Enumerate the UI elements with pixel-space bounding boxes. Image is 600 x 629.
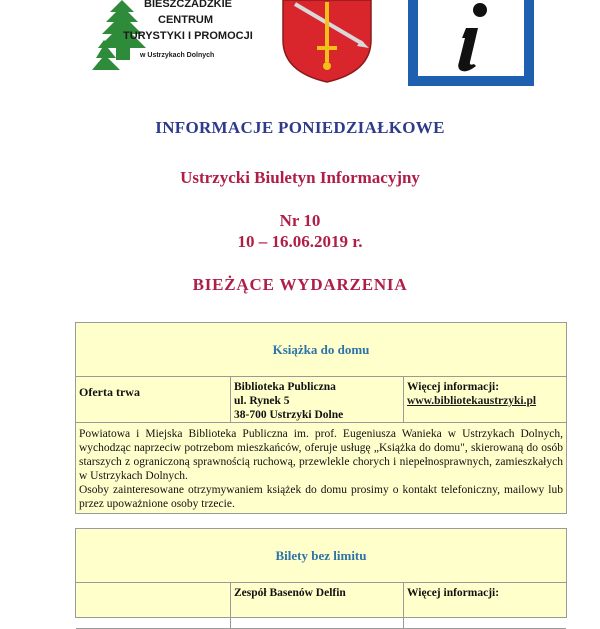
venue-line: Zespół Basenów Delfin [234,587,346,599]
main-heading: INFORMACJE PONIEDZIAŁKOWE [155,118,445,137]
event-description [76,423,566,515]
coat-of-arms-icon [277,0,377,84]
venue-line: ul. Rynek 5 [234,395,290,407]
event-more-info [404,583,566,628]
more-info-label: Więcej informacji: [407,587,500,599]
logo-line-4: w Ustrzykach Dolnych [140,52,215,59]
bulletin-title: Ustrzycki Biuletyn Informacyjny [180,168,420,187]
venue-line: Biblioteka Publiczna [234,381,336,393]
bctip-logo [90,0,255,78]
logo-line-1: BIESZCZADZKIE [144,0,232,10]
more-info-label: Więcej informacji: [407,381,500,393]
event-venue [231,583,404,628]
more-info-link[interactable]: www.bibliotekaustrzyki.pl [407,395,537,407]
event-card [75,322,567,514]
event-more-info [404,377,566,422]
event-title: Bilety bez limitu [76,529,566,583]
event-info-row [76,377,566,423]
issue-date: 10 – 16.06.2019 r. [237,232,363,251]
description-paragraph: Powiatowa i Miejska Biblioteka Publiczna im. prof. Eugeniusza Wanieka w Ustrzykach Dolnych, wychodząc naprzeciw potrzebom mieszkańców, oferuje usługę „Książka do domu", skierowaną do osób starszych z ograniczoną sprawnością ruchową, przewlekle chorych i niepełnosprawnych, zamieszkałych w Ustrzykach Dolnych. [79,428,563,482]
event-offer: Oferta trwa [76,377,231,422]
event-venue [231,377,404,422]
logo-line-3: TURYSTYKI I PROMOCJI [123,30,253,42]
description-paragraph: Osoby zainteresowane otrzymywaniem książek do domu prosimy o kontakt telefoniczny, mailowy lub przez upoważnione osoby trzecie. [79,484,563,510]
event-offer [76,583,231,628]
section-heading: BIEŻĄCE WYDARZENIA [192,275,408,294]
event-title: Książka do domu [76,323,566,377]
event-card [75,528,567,618]
venue-line: 38-700 Ustrzyki Dolne [234,409,344,421]
event-info-row [76,583,566,629]
header-logos [0,0,600,92]
issue-number: Nr 10 [279,211,321,230]
info-sign-icon [408,0,536,88]
logo-line-2: CENTRUM [158,14,213,26]
